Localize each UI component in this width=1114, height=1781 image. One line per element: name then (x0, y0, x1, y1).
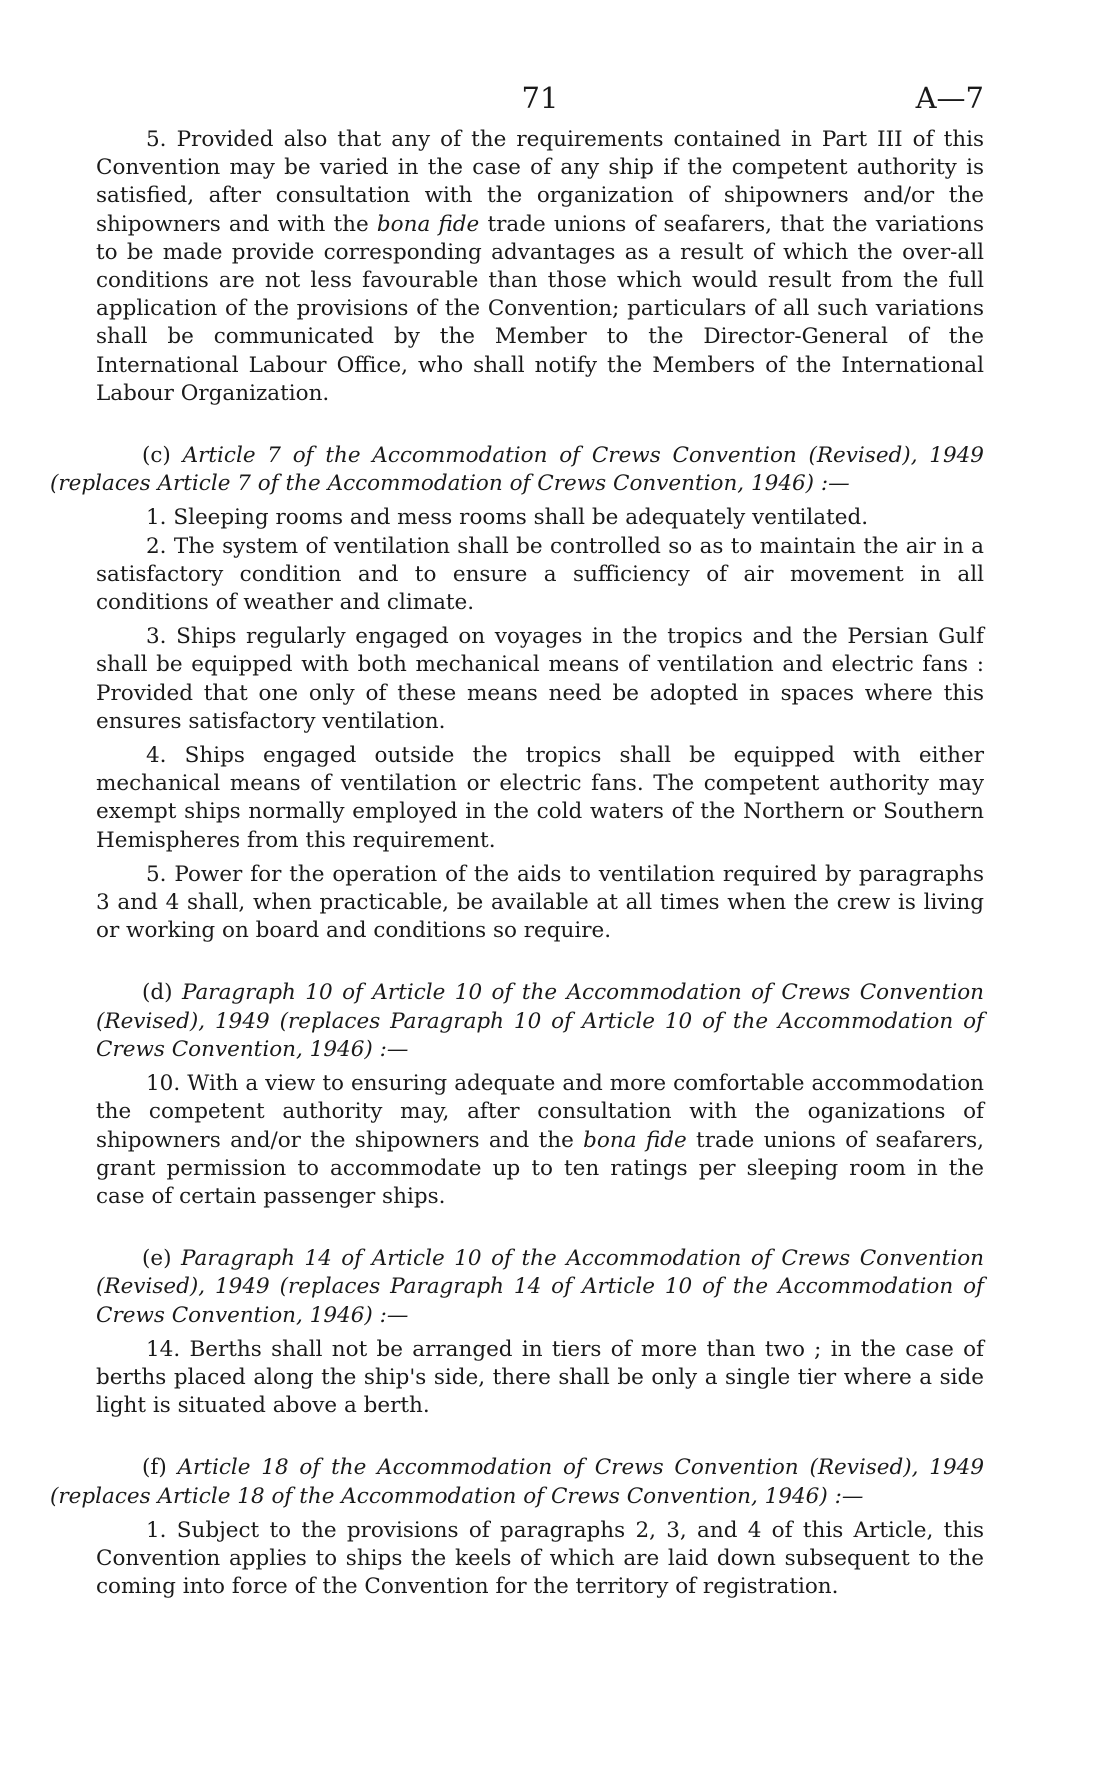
section-e-paragraph: 14. Berths shall not be arranged in tiers of more than two ; in the case of berths placed along the ship's side, there shall be only a single tier where a side light is situated above a berth. (96, 1336, 984, 1419)
section-c-paragraph-1: 1. Sleeping rooms and mess rooms shall be adequately ventilated. (146, 505, 869, 531)
section-c-paragraph-4: 4. Ships engaged outside the tropics shall be equipped with either mechanical means of ventilation or electric fans. The competent authority may exempt ships normally employed in the cold waters of the Northern or Southern Hemispheres from this requirement. (96, 743, 984, 853)
page-header (96, 78, 984, 126)
section-c-paragraph-3: 3. Ships regularly engaged on voyages in the tropics and the Persian Gulf shall be equipped with both mechanical means of ventilation and electric fans : Provided that one only of these means need be adopted in spaces where this ensures satisfactory ventilation. (96, 624, 984, 734)
section-e-heading: (e) Paragraph 14 of Article 10 of the Accommodation of Crews Convention (Revised), 1949 (replaces Paragraph 14 of Article 10 of the Accommodation of Crews Convention, 1946) :— (96, 1246, 984, 1328)
page-number: 71 (521, 81, 559, 115)
section-d-heading: (d) Paragraph 10 of Article 10 of the Accommodation of Crews Convention (Revised), 1949 (replaces Paragraph 10 of Article 10 of the Accommodation of Crews Convention, 1946) :— (96, 980, 984, 1062)
section-f-heading: (f) Article 18 of the Accommodation of Crews Convention (Revised), 1949 (replaces Article 18 of the Accommodation of Crews Convention, 1946) :— (50, 1455, 985, 1509)
section-c-paragraph-2: 2. The system of ventilation shall be controlled so as to maintain the air in a satisfactory condition and to ensure a sufficiency of air movement in all conditions of weather and climate. (96, 533, 984, 616)
section-d-paragraph: 10. With a view to ensuring adequate and more comfortable accommodation the competent authority may, after consultation with the oganizations of shipowners and/or the shipowners and the bona fide trade unions of seafarers, grant permission to accommodate up to ten ratings per sleeping room in the case of certain passenger ships. (96, 1071, 984, 1209)
section-c-paragraph-5: 5. Power for the operation of the aids to ventilation required by paragraphs 3 and 4 shall, when practicable, be available at all times when the crew is living or working on board and conditions so require. (96, 861, 984, 944)
section-f-paragraph: 1. Subject to the provisions of paragraphs 2, 3, and 4 of this Article, this Convention applies to ships the keels of which are laid down subsequent to the coming into force of the Convention for the territory of registration. (96, 1517, 984, 1600)
page-reference: A—7 (915, 81, 984, 115)
intro-paragraph: 5. Provided also that any of the requirements contained in Part III of this Convention may be varied in the case of any ship if the competent authority is satisfied, after consultation with the organization of shipowners and/or the shipowners and with the bona fide trade unions of seafarers, that the variations to be made provide corresponding advantages as a result of which the over-all conditions are not less favourable than those which would result from the full application of the provisions of the Convention; particulars of all such variations shall be communicated by the Member to the Director-General of the International Labour Office, who shall notify the Members of the International Labour Organization. (96, 127, 984, 406)
section-c-heading: (c) Article 7 of the Accommodation of Crews Convention (Revised), 1949 (replaces Article 7 of the Accommodation of Crews Convention, 1946) :— (50, 443, 984, 497)
intro-paragraph-number: 5. (146, 127, 167, 152)
document-page (50, 78, 985, 1601)
